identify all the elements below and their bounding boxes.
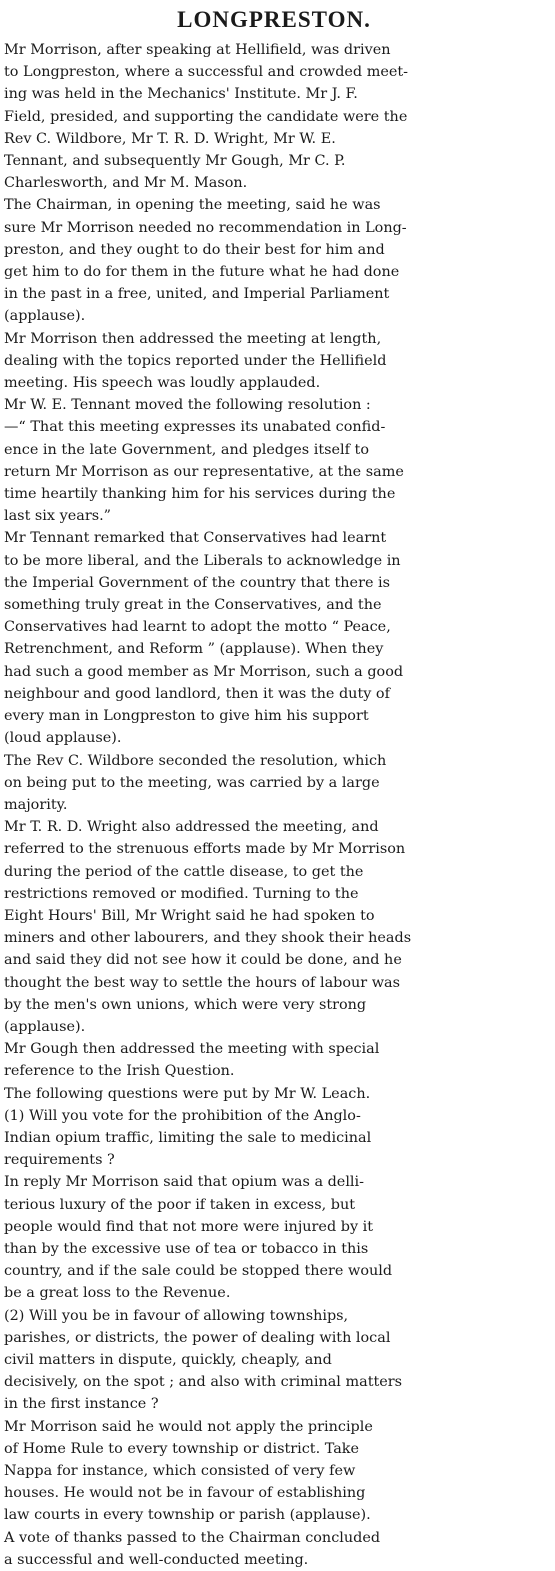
paragraph-home-rule-reply: Mr Morrison said he would not apply the principle of Home Rule to every township or district. Take Nappa for instance, which consisted of very few houses. He would not be in favour of establishing law courts in every township or parish (applause). <box>4 1418 373 1524</box>
paragraph-resolution: Mr W. E. Tennant moved the following resolution : —“ That this meeting expresses its unabated confid- ence in the late Government, and pledges itself to return Mr Morrison as our representative, at the same time heartily thanking him for his services during the last six years.” <box>4 397 404 525</box>
paragraph-opium-reply: In reply Mr Morrison said that opium was a delli- terious luxury of the poor if taken in excess, but people would find that not more were injured by it than by the excessive use of tea or tobacco in this country, and if the sale could be stopped there would be a great loss to the Revenue. <box>4 1174 393 1302</box>
newspaper-column <box>4 0 544 1571</box>
paragraph-vote-of-thanks: A vote of thanks passed to the Chairman concluded a successful and well-conducted meeting. <box>4 1529 381 1568</box>
paragraph-wildbore-seconded: The Rev C. Wildbore seconded the resolution, which on being put to the meeting, was carried by a large majority. <box>4 752 387 813</box>
paragraph-introduction: Mr Morrison, after speaking at Hellifield, was driven to Longpreston, where a successful and crowded meet- ing was held in the Mechanics' Institute. Mr J. F. Field, presided, and supporting the candidate were the Rev C. Wildbore, Mr T. R. D. Wright, Mr W. E. Tennant, and subsequently Mr Gough, Mr C. P. Charlesworth, and Mr M. Mason. <box>4 42 409 192</box>
paragraph-wright-address: Mr T. R. D. Wright also addressed the meeting, and referred to the strenuous efforts made by Mr Morrison during the period of the cattle disease, to get the restrictions removed or modified. Turning to the Eight Hours' Bill, Mr Wright said he had spoken to miners and other labourers, and they shook their heads and said they did not see how it could be done, and he thought the best way to settle the hours of labour was by the men's own unions, which were very strong (applause). <box>4 819 412 1035</box>
paragraph-tennant-remarks: Mr Tennant remarked that Conservatives had learnt to be more liberal, and the Liberals to acknowledge in the Imperial Government of the country that there is something truly great in the Conservatives, and the Conservatives had learnt to adopt the motto “ Peace, Retrenchment, and Reform ” (applause). When they had such a good member as Mr Morrison, such a good neighbour and good landlord, then it was the duty of every man in Longpreston to give him his support (loud applause). <box>4 530 404 747</box>
paragraph-morrison-address: Mr Morrison then addressed the meeting at length, dealing with the topics reported under the Hellifield meeting. His speech was loudly applauded. <box>4 330 387 392</box>
paragraph-question-one: The following questions were put by Mr W. Leach. (1) Will you vote for the prohibition of the Anglo- Indian opium traffic, limiting the sale to medicinal requirements ? <box>4 1085 372 1169</box>
paragraph-question-two: (2) Will you be in favour of allowing townships, parishes, or districts, the power of dealing with local civil matters in dispute, quickly, cheaply, and decisively, on the spot ; and also with criminal matters in the first instance ? <box>4 1307 403 1413</box>
article-headline: LONGPRESTON. <box>177 7 371 32</box>
paragraph-gough-address: Mr Gough then addressed the meeting with special reference to the Irish Question. <box>4 1041 380 1080</box>
paragraph-chairman-opening: The Chairman, in opening the meeting, said he was sure Mr Morrison needed no recommendation in Long- preston, and they ought to do their best for him and get him to do for them in the future what he had done in the past in a free, united, and Imperial Parliament (applause). <box>4 197 407 325</box>
